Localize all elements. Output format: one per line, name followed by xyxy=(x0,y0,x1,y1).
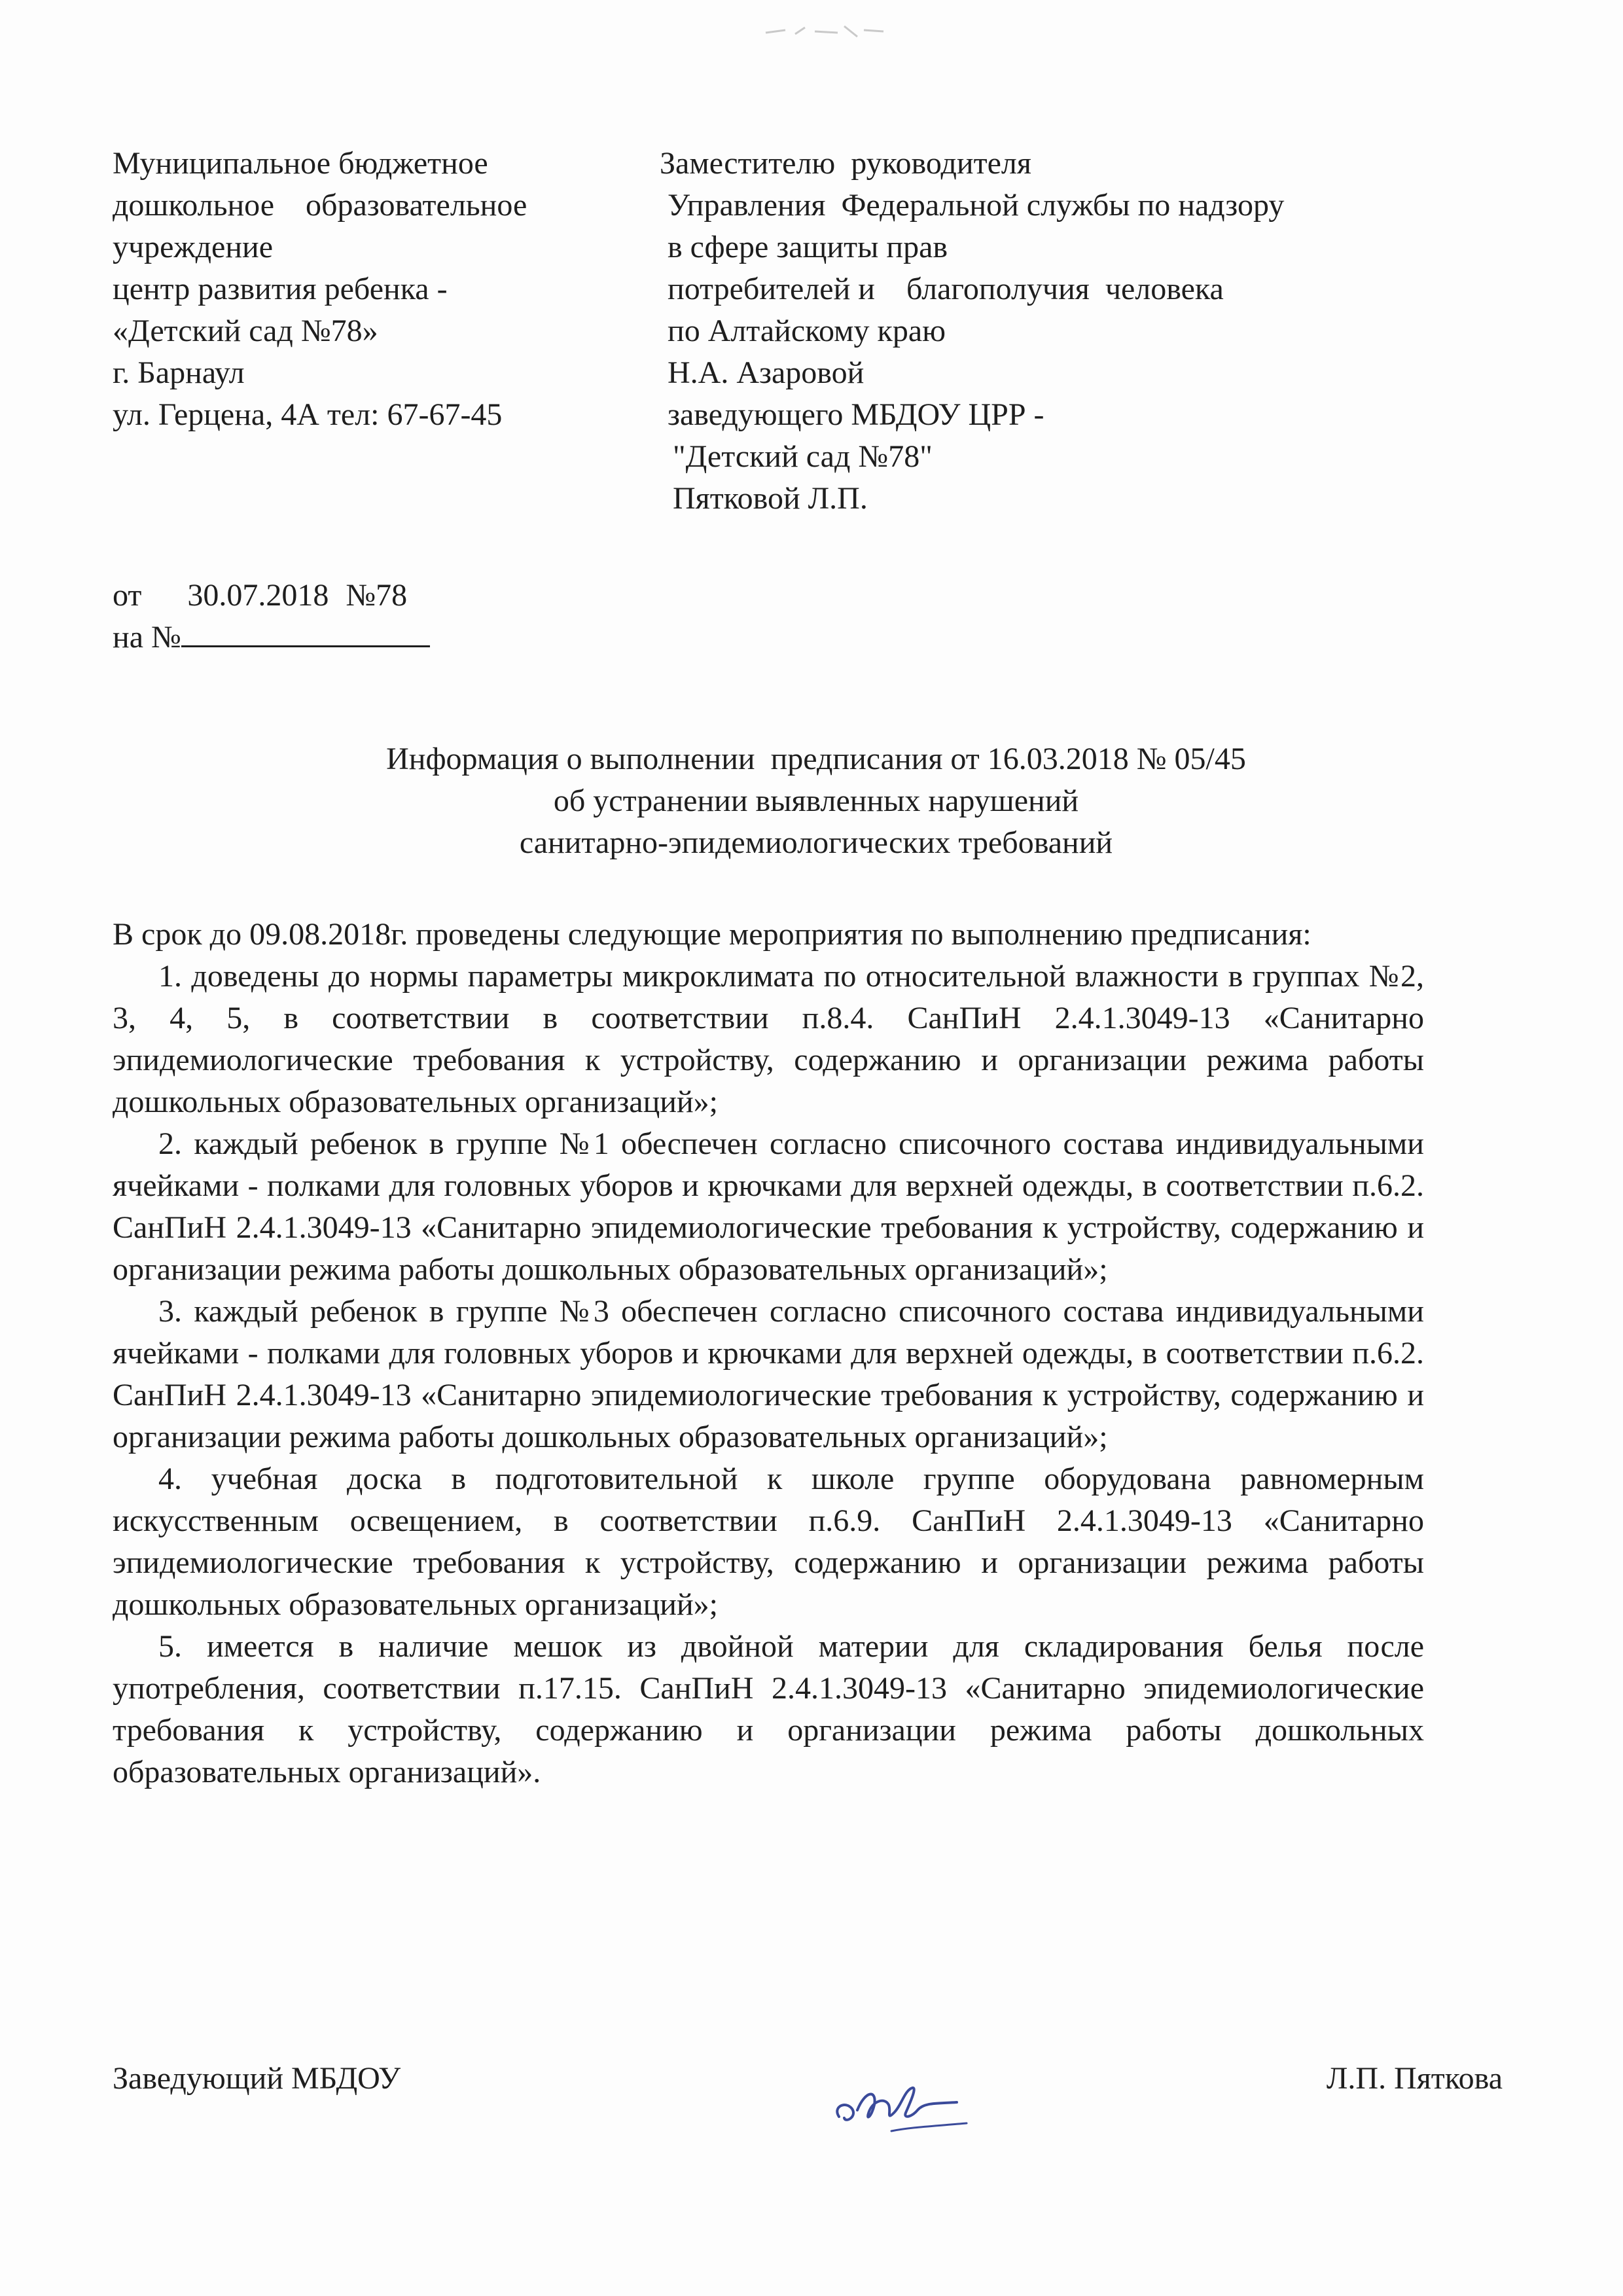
sender-line: центр развития ребенка - xyxy=(113,272,448,306)
scan-artifact-mark xyxy=(759,18,890,45)
list-item-text: имеется в наличие мешок из двойной материи для складирования белья после употребления, соответствии п.17.15. СанПиН 2.4.1.3049-13 «Санитарно эпидемиологические требования к устройству, содержанию и организации режима работы дошкольных образовательных организаций». xyxy=(113,1629,1425,1789)
signatory-position: Заведующий МБДОУ xyxy=(113,2061,401,2096)
sender-line: ул. Герцена, 4А тел: 67-67-45 xyxy=(113,397,503,432)
list-item-text: каждый ребенок в группе №1 обеспечен согласно списочного состава индивидуальными ячейками - полками для головных уборов и крючками для верхней одежды, в соответствии п.6.2. СанПиН 2.4.1.3049-13 «Санитарно эпидемиологические требования к устройству, содержанию и организации режима работы дошкольных образовательных организаций»; xyxy=(113,1126,1424,1287)
list-item xyxy=(113,1123,1424,1291)
addressee-line: Н.А. Азаровой xyxy=(668,355,865,390)
addressee-line: "Детский сад №78" xyxy=(673,439,933,474)
addressee-line: потребителей и благополучия человека xyxy=(668,272,1224,306)
sender-line: «Детский сад №78» xyxy=(113,314,378,348)
from-label: от xyxy=(113,578,142,613)
list-item xyxy=(113,956,1424,1123)
outgoing-date: 30.07.2018 xyxy=(187,578,329,613)
list-item xyxy=(113,1626,1424,1793)
addressee-line: Пятковой Л.П. xyxy=(673,481,868,516)
title-line: об устранении выявленных нарушений xyxy=(553,783,1079,818)
list-item-number: 2. xyxy=(158,1126,182,1161)
document-title xyxy=(113,738,1520,864)
list-item-number: 4. xyxy=(158,1462,182,1496)
signature-row xyxy=(113,2058,1503,2136)
addressee-line: в сфере защиты прав xyxy=(668,230,948,264)
addressee-line: по Алтайскому краю xyxy=(668,314,946,348)
title-line: Информация о выполнении предписания от 16.03.2018 № 05/45 xyxy=(386,742,1246,776)
outgoing-number: №78 xyxy=(346,578,408,613)
intro-paragraph: В срок до 09.08.2018г. проведены следующие мероприятия по выполнению предписания: xyxy=(113,917,1311,952)
list-item-number: 3. xyxy=(158,1294,182,1329)
list-item xyxy=(113,1291,1424,1458)
sender-line: г. Барнаул xyxy=(113,355,245,390)
sender-block xyxy=(113,143,623,436)
list-item xyxy=(113,1458,1424,1626)
document-body xyxy=(113,914,1424,1793)
addressee-block xyxy=(660,143,1510,520)
list-item-text: каждый ребенок в группе №3 обеспечен согласно списочного состава индивидуальными ячейками - полками для головных уборов и крючками для верхней одежды, в соответствии п.6.2. СанПиН 2.4.1.3049-13 «Санитарно эпидемиологические требования к устройству, содержанию и организации режима работы дошкольных образовательных организаций»; xyxy=(113,1294,1424,1454)
sender-line: дошкольное образовательное xyxy=(113,188,527,223)
list-item-text: учебная доска в подготовительной к школе группе оборудована равномерным искусственным освещением, в соответствии п.6.9. СанПиН 2.4.1.3049-13 «Санитарно эпидемиологические требования к устройству, содержанию и организации режима работы дошкольных образовательных организаций»; xyxy=(113,1462,1424,1622)
title-line: санитарно-эпидемиологических требований xyxy=(519,825,1113,860)
sender-line: Муниципальное бюджетное xyxy=(113,146,488,181)
registration-block xyxy=(113,575,430,658)
addressee-line: Заместителю руководителя xyxy=(660,146,1031,181)
addressee-line: Управления Федеральной службы по надзору xyxy=(668,188,1285,223)
handwritten-signature xyxy=(826,2071,983,2143)
sender-line: учреждение xyxy=(113,230,274,264)
reference-number-row xyxy=(113,617,430,658)
list-item-number: 1. xyxy=(158,959,182,994)
reference-label: на № xyxy=(113,620,181,655)
list-item-number: 5. xyxy=(158,1629,182,1664)
addressee-line: заведующего МБДОУ ЦРР - xyxy=(668,397,1044,432)
signatory-name: Л.П. Пяткова xyxy=(1326,2061,1503,2096)
outgoing-number-row xyxy=(113,575,430,617)
reference-number-blank-line xyxy=(181,617,430,647)
list-item-text: доведены до нормы параметры микроклимата по относительной влажности в группах №2, 3, 4, 5, в соответствии в соответствии п.8.4. СанПиН 2.4.1.3049-13 «Санитарно эпидемиологические требования к устройству, содержанию и организации режима работы дошкольных образовательных организаций»; xyxy=(113,959,1424,1119)
